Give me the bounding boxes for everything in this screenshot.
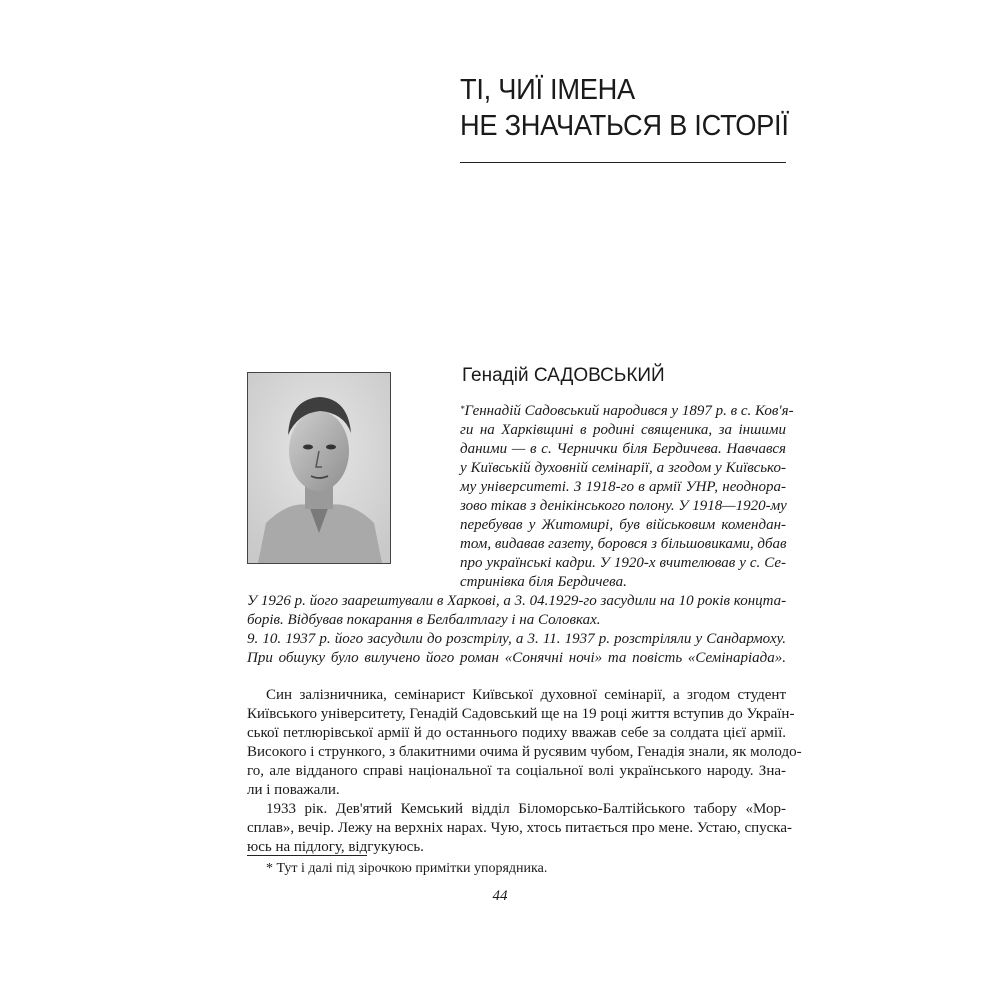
paragraph-line: 1933 рік. Дев'ятий Кемський відділ Біломорсько-Балтійського табору «Мор- xyxy=(266,801,786,817)
paragraph-line: ли і поважали. xyxy=(247,782,340,798)
paragraph-line: сплав», вечір. Лежу на верхніх нарах. Чую, хтось питається про мене. Устаю, спуска- xyxy=(247,820,793,836)
paragraph-line: го, але відданого справі національної та соціальної волі українського народу. Зна- xyxy=(247,763,786,779)
paragraph-line: юсь на підлогу, відгукуюсь. xyxy=(247,839,424,855)
title-divider xyxy=(460,162,786,163)
biography-line: зово тікав з денікінського полону. У 1918—1920-му xyxy=(460,498,787,514)
footnote-asterisk: * xyxy=(460,404,465,414)
paragraph-line: Син залізничника, семінарист Київської духовної семінарії, а згодом студент xyxy=(266,687,786,703)
portrait-photo xyxy=(247,372,391,564)
paragraph-line: ської петлюрівської армії й до останнього подиху вважав себе за солдата цієї армії. xyxy=(247,725,786,741)
biography-line: При обшуку було вилучено його роман «Сонячні ночі» та повість «Семінаріада». xyxy=(247,650,786,666)
biography-line: ги на Харківщині в родині священика, за іншими xyxy=(460,422,786,438)
biography-line: стринівка біля Бердичева. xyxy=(460,574,627,590)
biography-line: про українські кадри. У 1920-х вчителював у с. Се- xyxy=(460,555,786,571)
portrait-illustration xyxy=(248,373,390,563)
biography-line: *Геннадій Садовський народився у 1897 р. в с. Ков'я- xyxy=(460,403,794,419)
biography-line: му університеті. З 1918-го в армії УНР, неоднора- xyxy=(460,479,786,495)
biography-line: борів. Відбував покарання в Белбалтлагу і на Соловках. xyxy=(247,612,601,628)
biography-line: у Київській духовній семінарії, а згодом у Київсько- xyxy=(460,460,786,476)
footnote: * Тут і далі під зірочкою примітки упорядника. xyxy=(266,861,548,876)
chapter-title-line: НЕ ЗНАЧАТЬСЯ В ІСТОРІЇ xyxy=(460,110,789,142)
biography-line: У 1926 р. його заарештували в Харкові, а 3. 04.1929-го засудили на 10 років концта- xyxy=(247,593,787,609)
footnote-divider xyxy=(247,855,367,856)
biography-line: перебував у Житомирі, був військовим комендан- xyxy=(460,517,786,533)
page-number: 44 xyxy=(492,888,508,904)
chapter-title xyxy=(460,72,789,144)
paragraph-line: Київського університету, Генадій Садовський ще на 19 році життя вступив до Україн- xyxy=(247,706,795,722)
person-name-heading: Генадій САДОВСЬКИЙ xyxy=(462,365,665,386)
paragraph-line: Високого і стрункого, з блакитними очима й русявим чубом, Генадія знали, як молодо- xyxy=(247,744,802,760)
biography-line: 9. 10. 1937 р. його засудили до розстрілу, а 3. 11. 1937 р. розстріляли у Сандармоху. xyxy=(247,631,786,647)
biography-line: том, видавав газету, боровся з більшовиками, дбав xyxy=(460,536,787,552)
chapter-title-line: ТІ, ЧИЇ ІМЕНА xyxy=(460,74,635,106)
biography-line: даними — в с. Чернички біля Бердичева. Навчався xyxy=(460,441,786,457)
